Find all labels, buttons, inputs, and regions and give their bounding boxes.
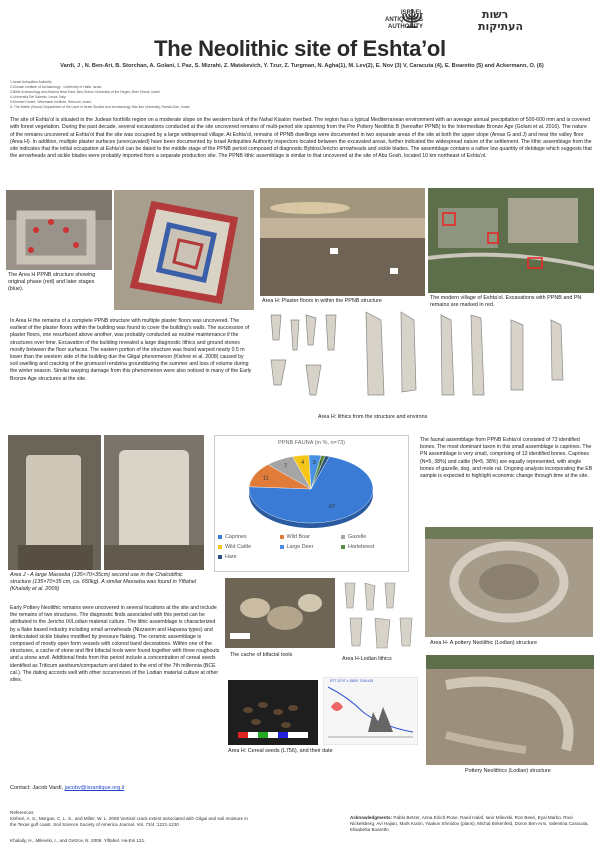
author-list: Vardi, J , N. Ben-Ari, B. Storchan, A. Golani, I. Paz, S. Mizrahi, Z. Matskevich, Y. Tzur, Z. Turgman, N. Agha(1), M. Lev(2), E. Nov (3) V, Caracuta (4), E. Boaretto (5) and Ackermann, O. (6) [60, 63, 544, 69]
legend-item-wild-boar [280, 534, 340, 540]
logo-hebrew-line-2: העתיקות [478, 20, 524, 33]
intro-paragraph: The site of Eshta’ol is situated in the Judean foothills region on a moderate slope on the western bank of the Nahal Kisalon riverbed. The region has a typical Mediterranean environment with an average annual precipitation of 500-600 mm and is covered with forest vegetation. During the past decade, several excavations conducted at the site uncovered remains of multi-period site spanning from the Pre Pottery Neolithic B (hereafter PPNB) to the Intermediate Bronze Age (Golani et al. 2016). The nature of the remains uncovered at Eshta’ol that the site was occupied by a large widespread village. At Eshta’ol, remains of PPNB dwellings were documented in two separate areas of the site at both the upper slope (Areas G and J) and near the valley floor (Area H). In addition, multiple plaster surfaces (unexcavated) have been documented by Israel Antiquities Authority inspectors located between the excavated areas, further indicated the widespread nature of the settlement. The lithic assemblage from the site indicates that the initial occupation at Eshta’ol can be dated to the middle stage of the PPNB period composed of diagnostic Byblos/Jericho arrowheads and sickle blades. The assemblage contains a rather low quantity of debitage which suggests that the arrowheads and sickle blades were probably imported from a separate production site. The PPNB lithic assemblage is similar to that uncovered at the site of Abu Gosh, located 10 km northeast of Eshta’ol. [10, 117, 592, 160]
acknowledgments [350, 815, 595, 834]
pie-value-label: 7 [284, 463, 288, 470]
affiliation: 5-Kimmel Centre, Weizmann Institute, Rehovot, Israel. [10, 100, 92, 104]
fauna-paragraph: The faunal assemblage from PPNB Eshta’ol consisted of 73 identified bones. The most dominant taxon in this small assemblage is caprines. The PN assemblage is very small, comprising of 13 identified bones. Caprines (N=5, 38%) and cattle (N=5, 38%) are equally represented, with single bones of gazelle, dog, and mole rat. Ongoing analysis incorporating the EB sample is expected to highlight economic change through time at the site. [420, 437, 593, 480]
caption-modern-village: The modern village of Eshta’ol. Excavations with PPNB and PN remains are marked in red. [430, 295, 582, 308]
legend-label: Caprines [225, 534, 247, 540]
masseba-photo-1 [8, 435, 101, 570]
logo-line-3: AUTHORITY [388, 24, 423, 30]
ack-heading: Acknowledgments: [350, 815, 394, 820]
lodian-lithics-photo [340, 578, 420, 653]
modern-village-aerial-photo [428, 188, 594, 293]
legend-item-gazelle [341, 534, 401, 540]
caption-area-h-structure: The Area H PPNB structure showing original phase (red) and later stages (blue). [8, 272, 96, 292]
caption-cereal-seeds: Area H: Cereal seeds (L756), and their date [228, 748, 333, 754]
caption-lithics: Area H: lithics from the structure and environs [318, 414, 428, 420]
contact-email-link[interactable]: jacobv@israntique.org.il [64, 785, 125, 791]
legend-swatch-icon [218, 535, 222, 539]
chart-title: PPNB FAUNA (in %, n=73) [278, 440, 345, 446]
legend-item-large-deer [280, 544, 340, 550]
affiliation: 3-Bible Archaeology and Ancient Near East, Ben-Gurion University of the Negev, Beer Sheva, Israel. [10, 90, 161, 94]
area-h-paragraph: In Area H the remains of a complete PPNB structure with multiple plaster floors was uncovered. The earliest of the plaster floors within the building was found to cover the building’s walls. The succession of plaster floors, one resurfaced above another, was probably conducted as routine maintenance if the structures over time. Excavation of the building revealed a large diagnostic lithics and ground stones mostly between the floor surfaces. The eastern portion of the structure was found warped nearly 0.5 m lower than the western side of the building due the Gilgai phenomenon (Kishné et al. 2008) caused by soil swelling and cracking of the grumusol rendzina groundduring the summer and loss of volume during the winter season. Similar warping damage from this phenomenon were also noticed in many of the Early Bronze Age structures at the site. [10, 318, 252, 382]
caption-lodian-structure: Area H- A pottery Neolithic (Lodian) structure [430, 640, 537, 646]
contact-line [10, 785, 124, 791]
legend-item-hare [218, 554, 278, 560]
caption-pottery-lodian: Pottery Neolithics (Lodian) structure [465, 768, 551, 774]
pie-value-label: 67 [329, 503, 336, 510]
pie-value-label: 1 [319, 460, 323, 467]
pie-value-label: 3 [312, 459, 316, 466]
affiliation: 2-Zinman Institute of Archaeology - University of Haifa, Israel. [10, 85, 103, 89]
legend-item-caprines [218, 534, 278, 540]
legend-swatch-icon [280, 545, 284, 549]
affiliation: 4-Università Del Salento, Lecce, Italy. [10, 95, 67, 99]
radiocarbon-label: RTT-5797 ± 35BP, 7040±35 [330, 679, 374, 683]
pie-value-label: 11 [263, 475, 269, 482]
legend-swatch-icon [218, 545, 222, 549]
legend-label: Large Deer [286, 544, 314, 550]
pottery-lodian-structure-photo [426, 655, 594, 765]
radiocarbon-date-plot [323, 677, 418, 745]
affiliation: 1-Israel Antiquities Authority [10, 80, 52, 84]
cereal-seeds-photo [228, 680, 318, 745]
poster-title: The Neolithic site of Eshta’ol [154, 36, 446, 61]
reference-item: Kishné, A. S., Morgan, C. L. S., and Miller, W. L. 2008 Vertisol crack extent associated with Gilgai and soil moisture in the Texas gulf coast. Soil Science Society of America Journal. Vol. 73/4 :1221-1230 [10, 816, 248, 828]
references [10, 810, 250, 844]
chart-legend [218, 534, 406, 564]
caption-lodian-lithics: Area H-Lodian lithics [342, 656, 392, 662]
lodian-structure-photo [425, 527, 593, 637]
legend-swatch-icon [341, 545, 345, 549]
logo-line-2: ANTIQUITIES [384, 17, 423, 23]
fauna-pie-chart [214, 445, 409, 533]
caption-masseba: Area J - A large Masseba (135×70×35cm) second use in the Chalcolithic structure (135×70×35 cm, ca. 650kg). A similar Masseba was found in Yiftahel (Khalaily et al. 2009) [10, 572, 197, 592]
legend-item-wild-cattle [218, 544, 278, 550]
area-h-plan-photo [114, 190, 254, 310]
masseba-photo-2 [104, 435, 204, 570]
lithics-photo [266, 310, 596, 412]
legend-label: Gazelle [348, 534, 367, 540]
area-h-structure-photo [6, 190, 112, 270]
affiliations [10, 80, 290, 110]
reference-item: Khalaily, H., Milevski, I., and Getzov, N. 2009. Yiftahel. Ha-Esi 121. [10, 837, 146, 843]
plaster-floors-photo [260, 188, 425, 296]
menorah-logo-icon [397, 6, 427, 30]
legend-label: Hartebeest [348, 544, 375, 550]
bifacial-cache-photo [225, 578, 335, 648]
caption-cache: The cache of bifacial tools [230, 652, 293, 658]
pie-value-label: 4 [301, 460, 305, 467]
logo-line-1: ISRAEL [400, 10, 423, 16]
caption-plaster-floors: Area H: Plaster floors in within the PPNB structure [262, 298, 382, 304]
legend-swatch-icon [218, 555, 222, 559]
logo-hebrew-line-1: רשות [482, 8, 509, 21]
legend-swatch-icon [280, 535, 284, 539]
legend-label: Wild Cattle [225, 544, 252, 550]
legend-label: Wild Boar [286, 534, 310, 540]
legend-label: Hare [225, 554, 237, 560]
legend-item-hartebeest [341, 544, 401, 550]
ack-text: Pablo Betzer, Anna Eirich-Rose, Raed Halaf, Ianir Milevski, Ron Beeri, Eyal Marko, Roei Nickelsberg, Avi Hajian, Mark Kunin, Yaakov Shmidov (plans), Michal Birkenfeld, Doron Ben-Ami, Valentina Caracuta, Elisabetta Boaretto [350, 815, 589, 833]
early-pottery-paragraph: Early Pottery Neolithic remains were uncovered in several locations at the site and include the remains of two structures. The diagnostic finds associated with this period can be attributed to the Jericho IX/Lodian material culture. The lithic assemblage is characterized by a flake based industry including small arrowheads (Nizzanim and Haparsa types) and denticulated sickle blades modified by pressure flaking. The ceramic assemblage is composed of mostly open form vessels with colored band decorations. Within one of the structures, a cache of stone and flint bifacial tools were found together with three roughouts and a stone anvil. Additional finds from this period include a concentration of cereal seeds identified as Triticum aestivum/compactum and dated to the end of the 7th millennia (BCE cal.). The dating accords well with other occurrences of the Lodian material culture at other sites. [10, 605, 220, 684]
contact-label: Contact: Jacob Vardi, [10, 785, 65, 791]
legend-swatch-icon [341, 535, 345, 539]
references-heading: References [10, 810, 34, 815]
affiliation: 6- The Martin (Szusz) Department of the Land of Israel Studies and Archaeology, Bar-Ilan University, Ramat-Gan- Israel. [10, 105, 191, 109]
